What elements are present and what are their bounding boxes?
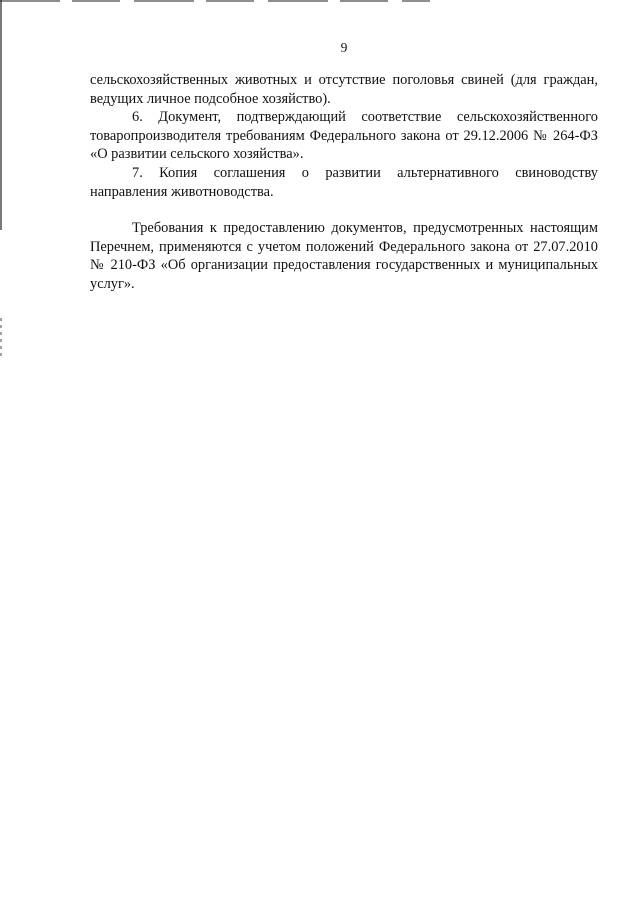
- document-body: [90, 71, 598, 294]
- scan-artifact-left: [0, 0, 2, 230]
- paragraph-requirements: Требования к предоставлению документов, предусмотренных настоящим Перечнем, применяются с учетом положений Федерального закона от 27.07.2010 № 210-ФЗ «Об организации предоставления государственных и муниципальных услуг».: [90, 220, 598, 292]
- paragraph-item-6: 6. Документ, подтверждающий соответствие сельскохозяйственного товаропроизводителя требованиям Федерального закона от 29.12.2006 № 264-ФЗ «О развитии сельского хозяйства».: [90, 109, 598, 163]
- page-number: 9: [340, 40, 348, 55]
- paragraph-item-7: 7. Копия соглашения о развитии альтернативного свиноводству направления животноводства.: [90, 164, 598, 200]
- paragraph-gap: [90, 201, 598, 219]
- paragraph-continuation: сельскохозяйственных животных и отсутствие поголовья свиней (для граждан, ведущих личное подсобное хозяйство).: [90, 72, 598, 107]
- scan-artifact-top: [0, 0, 430, 2]
- scan-artifact-left-lower: [0, 318, 2, 358]
